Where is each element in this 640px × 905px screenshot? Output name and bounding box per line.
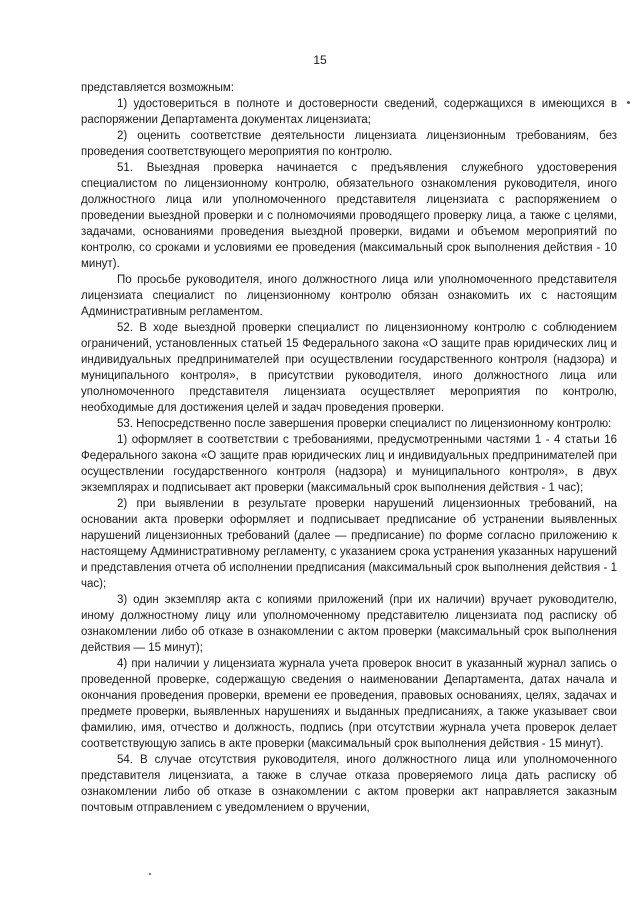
document-body [81, 80, 617, 816]
paragraph-53-item-4: 4) при наличии у лицензиата журнала учета проверок вносит в указанный журнал запись о проведенной проверке, содержащую сведения о наименовании Департамента, датах начала и окончания проведения проверки, времени ее проведения, правовых основаниях, целях, задачах и предмете проверки, выявленных нарушениях и выданных предписаниях, а также указывает свои фамилию, имя, отчество и должность, подпись (при отсутствии журнала учета проверок делает соответствующую запись в акте проверки (максимальный срок выполнения действия - 15 минут). [81, 658, 617, 750]
page-number: 15 [313, 53, 327, 67]
paragraph-52: 52. В ходе выездной проверки специалист по лицензионному контролю с соблюдением ограничений, установленных статьей 15 Федерального закона «О защите прав юридических лиц и индивидуальных предпринимателей при осуществлении государственного контроля (надзора) и муниципального контроля», в присутствии руководителя, иного должностного лица или уполномоченного представителя лицензиата осуществляет мероприятия по контролю, необходимые для достижения целей и задач проведения проверки. [81, 322, 617, 414]
paragraph-54: 54. В случае отсутствия руководителя, иного должностного лица или уполномоченного представителя лицензиата, а также в случае отказа проверяемого лица дать расписку об ознакомлении либо об отказе в ознакомлении с актом проверки акт направляется заказным почтовым отправлением с уведомлением о вручении, [81, 754, 617, 814]
paragraph-item-1: 1) удостовериться в полноте и достоверности сведений, содержащихся в имеющихся в распоряжении Департамента документах лицензиата; [81, 98, 617, 126]
paragraph-53-item-1: 1) оформляет в соответствии с требованиями, предусмотренными частями 1 - 4 статьи 16 Федерального закона «О защите прав юридических лиц и индивидуальных предпринимателей при осуществлении государственного контроля (надзора) и муниципального контроля», в двух экземплярах и подписывает акт проверки (максимальный срок выполнения действия - 1 час); [81, 434, 617, 494]
paragraph-53-item-3: 3) один экземпляр акта с копиями приложений (при их наличии) вручает руководителю, иному должностному лицу или уполномоченному представителю лицензиата под расписку об ознакомлении либо об отказе в ознакомлении с актом проверки (максимальный срок выполнения действия — 15 минут); [81, 594, 617, 654]
paragraph-53-item-2: 2) при выявлении в результате проверки нарушений лицензионных требований, на основании акта проверки оформляет и подписывает предписание об устранении выявленных нарушений лицензионных требований (далее — предписание) по форме согласно приложению к настоящему Административному регламенту, с указанием срока устранения указанных нарушений и представления отчета об исполнении предписания (максимальный срок выполнения действия - 1 час); [81, 498, 617, 590]
paragraph-item-2: 2) оценить соответствие деятельности лицензиата лицензионным требованиям, без проведения соответствующего мероприятия по контролю. [81, 130, 617, 158]
paragraph-intro: представляется возможным: [81, 82, 234, 94]
paragraph-53: 53. Непосредственно после завершения проверки специалист по лицензионному контролю: [117, 418, 612, 430]
scan-speck [627, 101, 630, 104]
paragraph-51-request: По просьбе руководителя, иного должностного лица или уполномоченного представителя лицензиата специалист по лицензионному контролю обязан ознакомить их с настоящим Административным регламентом. [81, 274, 617, 318]
paragraph-51: 51. Выездная проверка начинается с предъявления служебного удостоверения специалистом по лицензионному контролю, обязательного ознакомления руководителя, иного должностного лица или уполномоченного представителя лицензиата с распоряжением о проведении выездной проверки и с полномочиями проводящего проверку лица, а также с целями, задачами, основаниями проведения выездной проверки, видами и объемом мероприятий по контролю, со сроками и условиями ее проведения (максимальный срок выполнения действия - 10 минут). [81, 162, 617, 270]
scan-speck [149, 873, 151, 875]
